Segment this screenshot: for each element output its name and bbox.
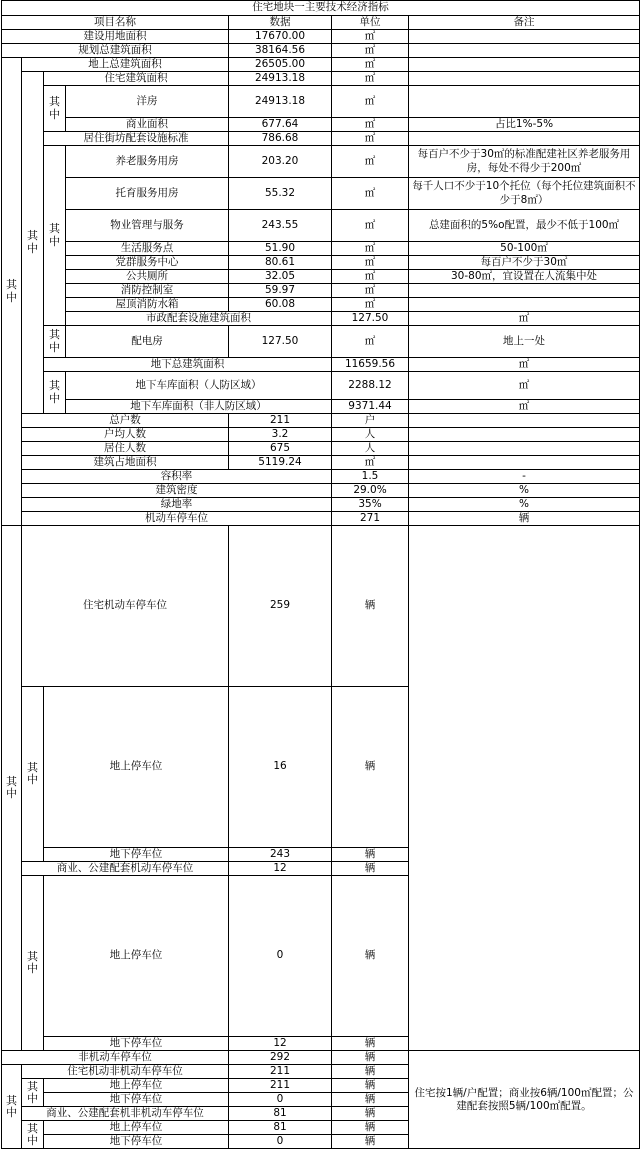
row-unit: 辆 <box>332 526 409 687</box>
table-row <box>2 876 640 1037</box>
row-remark <box>409 132 640 146</box>
row-unit: 辆 <box>332 876 409 1037</box>
row-unit: ㎡ <box>332 146 409 178</box>
row-value: 243 <box>229 848 332 862</box>
row-unit: ㎡ <box>332 210 409 242</box>
group-label-motor-residential: 其中 <box>22 687 44 862</box>
row-remark: 50-100㎡ <box>409 242 640 256</box>
row-unit: ㎡ <box>332 72 409 86</box>
row-unit: ㎡ <box>332 178 409 210</box>
row-value: 0 <box>229 876 332 1037</box>
row-unit: ㎡ <box>409 312 640 326</box>
row-remark: 30-80㎡，宜设置在人流集中处 <box>409 270 640 284</box>
row-value: 211 <box>229 1065 332 1079</box>
header-data: 数据 <box>229 16 332 30</box>
row-value: 55.32 <box>229 178 332 210</box>
row-value: 32.05 <box>229 270 332 284</box>
row-unit: ㎡ <box>332 118 409 132</box>
table-row <box>2 484 640 498</box>
group-label-motor-commercial: 其中 <box>22 876 44 1051</box>
header-unit: 单位 <box>332 16 409 30</box>
row-unit: 辆 <box>332 862 409 876</box>
row-unit: 辆 <box>332 687 409 848</box>
row-unit: ㎡ <box>332 58 409 72</box>
row-unit: ㎡ <box>332 242 409 256</box>
row-remark: 地上一处 <box>409 326 640 358</box>
row-unit: % <box>409 484 640 498</box>
row-value: 786.68 <box>229 132 332 146</box>
row-remark: 每千人口不少于10个托位（每个托位建筑面积不少于8㎡） <box>409 178 640 210</box>
row-unit: ㎡ <box>332 284 409 298</box>
group-label-above: 其中 <box>22 72 44 414</box>
row-unit: 辆 <box>332 1079 409 1093</box>
table-row <box>2 242 640 256</box>
row-value: 16 <box>229 687 332 848</box>
table-row <box>2 687 640 848</box>
row-name: 商业、公建配套机动车停车位 <box>22 862 229 876</box>
row-value: 24913.18 <box>229 72 332 86</box>
table-row <box>2 146 640 178</box>
row-name: 地上停车位 <box>44 687 229 848</box>
table-row <box>2 326 640 358</box>
row-value: 5119.24 <box>229 456 332 470</box>
row-name: 建筑密度 <box>22 484 332 498</box>
row-remark: 总建面积的5%o配置，最少不低于100㎡ <box>409 210 640 242</box>
table-title: 住宅地块一主要技术经济指标 <box>2 1 640 16</box>
table-row <box>2 442 640 456</box>
row-name: 建筑占地面积 <box>22 456 229 470</box>
row-name: 地下停车位 <box>44 1093 229 1107</box>
row-value: 60.08 <box>229 298 332 312</box>
row-value: 12 <box>229 862 332 876</box>
row-value: 17670.00 <box>229 30 332 44</box>
row-value: 9371.44 <box>332 400 409 414</box>
row-value: 203.20 <box>229 146 332 178</box>
row-name: 住宅建筑面积 <box>44 72 229 86</box>
header-name: 项目名称 <box>2 16 229 30</box>
header-row <box>2 16 640 30</box>
table-row <box>2 256 640 270</box>
table-row <box>2 848 640 862</box>
row-unit: ㎡ <box>332 256 409 270</box>
table-row <box>2 358 640 372</box>
row-name: 住宅机动车停车位 <box>22 526 229 687</box>
row-name: 公共厕所 <box>66 270 229 284</box>
row-unit: 辆 <box>332 848 409 862</box>
row-value: 24913.18 <box>229 86 332 118</box>
group-label-facilities: 其中 <box>44 146 66 326</box>
row-remark <box>409 30 640 44</box>
row-unit: 辆 <box>332 1065 409 1079</box>
row-value: 80.61 <box>229 256 332 270</box>
row-value: 127.50 <box>332 312 409 326</box>
table-row <box>2 30 640 44</box>
table-row <box>2 118 640 132</box>
row-value: 1.5 <box>332 470 409 484</box>
table-row <box>2 862 640 876</box>
table-row <box>2 470 640 484</box>
row-unit: ㎡ <box>409 358 640 372</box>
row-name: 规划总建筑面积 <box>2 44 229 58</box>
row-name: 市政配套设施建筑面积 <box>66 312 332 326</box>
row-name: 地下停车位 <box>44 1135 229 1149</box>
table-row <box>2 284 640 298</box>
row-name: 地下停车位 <box>44 848 229 862</box>
table-row <box>2 456 640 470</box>
row-value: 2288.12 <box>332 372 409 400</box>
table-row <box>2 400 640 414</box>
table-row <box>2 210 640 242</box>
row-name: 洋房 <box>66 86 229 118</box>
row-name: 党群服务中心 <box>66 256 229 270</box>
header-remark: 备注 <box>409 16 640 30</box>
row-value: 675 <box>229 442 332 456</box>
table-row <box>2 414 640 428</box>
row-unit: ㎡ <box>332 30 409 44</box>
row-name: 地上总建筑面积 <box>22 58 229 72</box>
row-name: 商业、公建配套机非机动车停车位 <box>22 1107 229 1121</box>
row-name: 居住街坊配套设施标准 <box>44 132 229 146</box>
row-name: 建设用地面积 <box>2 30 229 44</box>
row-name: 地上停车位 <box>44 1079 229 1093</box>
row-remark: 每百户不少于30㎡的标准配建社区养老服务用房，每处不得少于200㎡ <box>409 146 640 178</box>
row-value: 81 <box>229 1107 332 1121</box>
row-value: 26505.00 <box>229 58 332 72</box>
group-label-bike: 其中 <box>2 1065 22 1149</box>
row-unit: 辆 <box>332 1107 409 1121</box>
row-unit: - <box>409 470 640 484</box>
row-value: 12 <box>229 1037 332 1051</box>
row-remark <box>409 58 640 72</box>
row-remark <box>409 442 640 456</box>
table-row <box>2 270 640 284</box>
table-row <box>2 512 640 526</box>
row-value: 292 <box>229 1051 332 1065</box>
row-name: 地上停车位 <box>44 1121 229 1135</box>
row-name: 生活服务点 <box>66 242 229 256</box>
row-name: 绿地率 <box>22 498 332 512</box>
row-unit: ㎡ <box>409 400 640 414</box>
row-name: 地下总建筑面积 <box>44 358 332 372</box>
row-name: 消防控制室 <box>66 284 229 298</box>
table-row <box>2 372 640 400</box>
row-unit: % <box>409 498 640 512</box>
table-row <box>2 428 640 442</box>
group-label-motor: 其中 <box>2 526 22 1051</box>
row-value: 211 <box>229 1079 332 1093</box>
row-remark <box>409 456 640 470</box>
table-row <box>2 44 640 58</box>
row-value: 0 <box>229 1135 332 1149</box>
row-value: 35% <box>332 498 409 512</box>
row-unit: ㎡ <box>332 44 409 58</box>
row-value: 51.90 <box>229 242 332 256</box>
table-row <box>2 312 640 326</box>
table-row <box>2 178 640 210</box>
row-unit: ㎡ <box>332 456 409 470</box>
row-unit: 辆 <box>332 1121 409 1135</box>
indicator-table <box>1 0 640 1149</box>
table-row <box>2 1051 640 1065</box>
group-label-residential: 其中 <box>44 86 66 132</box>
row-name: 地上停车位 <box>44 876 229 1037</box>
row-remark <box>409 86 640 118</box>
group-label-outer: 其中 <box>2 58 22 526</box>
row-value: 211 <box>229 414 332 428</box>
row-remark <box>409 44 640 58</box>
row-remark: 每百户不少于30㎡ <box>409 256 640 270</box>
table-row <box>2 132 640 146</box>
row-name: 屋顶消防水箱 <box>66 298 229 312</box>
bike-note: 住宅按1辆/户配置；商业按6辆/100㎡配置；公建配套按照5辆/100㎡配置。 <box>409 1051 640 1149</box>
title-row <box>2 1 640 16</box>
row-unit: 辆 <box>332 1135 409 1149</box>
row-name: 非机动车停车位 <box>2 1051 229 1065</box>
row-value: 243.55 <box>229 210 332 242</box>
row-name: 地下车库面积（非人防区域） <box>66 400 332 414</box>
row-unit: 户 <box>332 414 409 428</box>
table-row <box>2 1037 640 1051</box>
row-value: 259 <box>229 526 332 687</box>
row-name: 住宅机动非机动车停车位 <box>22 1065 229 1079</box>
row-unit: 辆 <box>409 512 640 526</box>
row-value: 38164.56 <box>229 44 332 58</box>
row-value: 271 <box>332 512 409 526</box>
row-unit: ㎡ <box>332 132 409 146</box>
row-name: 机动车停车位 <box>22 512 332 526</box>
row-remark <box>409 414 640 428</box>
row-name: 地下停车位 <box>44 1037 229 1051</box>
row-name: 总户数 <box>22 414 229 428</box>
row-unit: 辆 <box>332 1093 409 1107</box>
row-unit: ㎡ <box>332 326 409 358</box>
row-value: 3.2 <box>229 428 332 442</box>
row-value: 11659.56 <box>332 358 409 372</box>
table-row <box>2 298 640 312</box>
row-unit: 人 <box>332 442 409 456</box>
row-unit: ㎡ <box>409 372 640 400</box>
row-name: 养老服务用房 <box>66 146 229 178</box>
group-label-municipal: 其中 <box>44 326 66 358</box>
row-remark <box>409 284 640 298</box>
row-name: 居住人数 <box>22 442 229 456</box>
row-remark <box>409 72 640 86</box>
row-value: 29.0% <box>332 484 409 498</box>
row-unit: ㎡ <box>332 86 409 118</box>
row-name: 地下车库面积（人防区域） <box>66 372 332 400</box>
table-row <box>2 86 640 118</box>
row-value: 127.50 <box>229 326 332 358</box>
table-row <box>2 526 640 687</box>
row-unit: ㎡ <box>332 270 409 284</box>
row-name: 容积率 <box>22 470 332 484</box>
row-remark <box>409 428 640 442</box>
table-row <box>2 498 640 512</box>
row-remark: 占比1%-5% <box>409 118 640 132</box>
row-unit: 辆 <box>332 1037 409 1051</box>
row-name: 配电房 <box>66 326 229 358</box>
row-unit: 人 <box>332 428 409 442</box>
group-label-underground: 其中 <box>44 372 66 414</box>
table-row <box>2 72 640 86</box>
row-value: 81 <box>229 1121 332 1135</box>
row-name: 物业管理与服务 <box>66 210 229 242</box>
row-name: 托育服务用房 <box>66 178 229 210</box>
row-value: 677.64 <box>229 118 332 132</box>
table-row <box>2 58 640 72</box>
row-value: 0 <box>229 1093 332 1107</box>
row-unit: ㎡ <box>332 298 409 312</box>
row-value: 59.97 <box>229 284 332 298</box>
row-name: 户均人数 <box>22 428 229 442</box>
group-label-bike-commercial: 其中 <box>22 1121 44 1149</box>
row-remark <box>409 298 640 312</box>
group-label-bike-residential: 其中 <box>22 1079 44 1107</box>
row-unit: 辆 <box>332 1051 409 1065</box>
row-name: 商业面积 <box>66 118 229 132</box>
